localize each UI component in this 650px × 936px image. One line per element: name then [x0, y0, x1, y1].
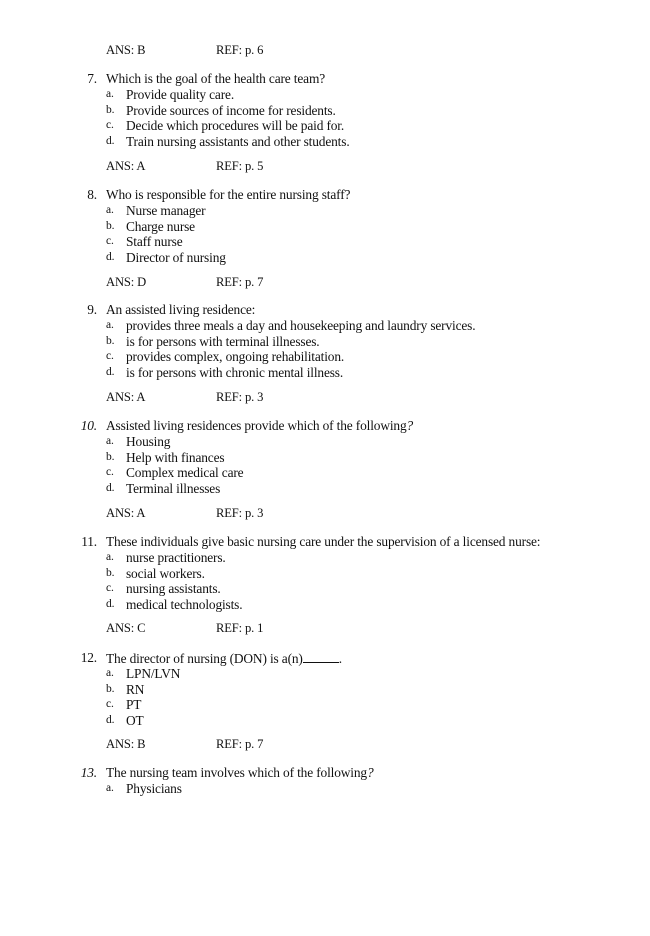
- option-letter: b.: [106, 450, 115, 463]
- page-reference: REF: p. 3: [216, 506, 264, 520]
- question-stem: [0, 187, 650, 203]
- option-text: Charge nurse: [126, 218, 195, 234]
- answer-key: ANS: C: [106, 621, 146, 635]
- page-reference: REF: p. 5: [216, 159, 264, 173]
- option-d: [0, 597, 650, 613]
- question-12: [0, 650, 650, 728]
- option-d: [0, 134, 650, 150]
- question-stem: [0, 534, 650, 550]
- option-letter: d.: [106, 134, 115, 147]
- option-text: is for persons with chronic mental illness.: [126, 364, 344, 380]
- answer-key: ANS: A: [106, 506, 146, 520]
- option-d: [0, 365, 650, 381]
- question-text: An assisted living residence:: [106, 302, 256, 317]
- answer-key: ANS: B: [106, 43, 146, 57]
- option-b: [0, 219, 650, 235]
- option-a: [0, 318, 650, 334]
- question-text: The nursing team involves which of the following?: [106, 765, 374, 780]
- option-text: social workers.: [126, 565, 205, 581]
- option-letter: c.: [106, 350, 114, 363]
- question-13: [0, 765, 650, 797]
- option-letter: a.: [106, 435, 114, 447]
- option-text: Housing: [126, 434, 171, 449]
- option-letter: a.: [106, 667, 114, 679]
- option-text: nursing assistants.: [126, 581, 221, 597]
- page-reference: REF: p. 3: [216, 390, 264, 404]
- option-text: Nurse manager: [126, 203, 206, 218]
- page-reference: REF: p. 6: [216, 43, 264, 57]
- option-c: [0, 697, 650, 713]
- answer-key: ANS: B: [106, 737, 146, 751]
- option-letter: b.: [106, 103, 115, 116]
- option-letter: b.: [106, 219, 115, 232]
- question-9: [0, 302, 650, 380]
- option-text: Staff nurse: [126, 234, 183, 250]
- question-11: [0, 534, 650, 612]
- page-reference: REF: p. 7: [216, 275, 264, 289]
- option-letter: a.: [106, 319, 114, 331]
- option-b: [0, 682, 650, 698]
- option-letter: a.: [106, 782, 114, 794]
- option-text: Director of nursing: [126, 249, 226, 265]
- option-text: RN: [126, 681, 145, 697]
- option-letter: d.: [106, 713, 115, 726]
- option-c: [0, 118, 650, 134]
- answer-key: ANS: D: [106, 275, 147, 289]
- answer-key: ANS: A: [106, 390, 146, 404]
- option-text: medical technologists.: [126, 596, 243, 612]
- option-c: [0, 234, 650, 250]
- option-text: Provide quality care.: [126, 87, 235, 102]
- question-number: 9.: [87, 302, 97, 317]
- option-letter: c.: [106, 235, 114, 248]
- question-stem: [0, 765, 650, 781]
- question-number: 7.: [87, 71, 97, 86]
- question-7: [0, 71, 650, 149]
- option-text: Decide which procedures will be paid for.: [126, 118, 345, 134]
- option-b: [0, 566, 650, 582]
- page-reference: REF: p. 7: [216, 737, 264, 751]
- fill-in-blank: [303, 650, 339, 663]
- question-text: Who is responsible for the entire nursing staff?: [106, 187, 351, 202]
- question-text: These individuals give basic nursing care under the supervision of a licensed nurse:: [106, 534, 541, 549]
- option-text: LPN/LVN: [126, 666, 181, 681]
- question-stem: [0, 302, 650, 318]
- option-letter: c.: [106, 466, 114, 479]
- option-text: Train nursing assistants and other students.: [126, 133, 350, 149]
- option-d: [0, 713, 650, 729]
- option-a: [0, 550, 650, 566]
- question-text: The director of nursing (DON) is a(n) .: [106, 651, 342, 666]
- option-letter: d.: [106, 481, 115, 494]
- option-letter: b.: [106, 682, 115, 695]
- option-d: [0, 481, 650, 497]
- question-stem: [0, 418, 650, 434]
- answer-key: ANS: A: [106, 159, 146, 173]
- option-letter: a.: [106, 204, 114, 216]
- question-10: [0, 418, 650, 496]
- question-text: Assisted living residences provide which of the following?: [106, 418, 414, 433]
- option-a: [0, 666, 650, 682]
- option-d: [0, 250, 650, 266]
- option-letter: d.: [106, 597, 115, 610]
- option-text: nurse practitioners.: [126, 550, 226, 565]
- option-text: provides three meals a day and housekeeping and laundry services.: [126, 318, 476, 333]
- option-text: Complex medical care: [126, 465, 244, 481]
- question-number: 12.: [80, 650, 97, 665]
- option-c: [0, 581, 650, 597]
- option-text: provides complex, ongoing rehabilitation.: [126, 349, 345, 365]
- option-text: PT: [126, 697, 142, 713]
- page-reference: REF: p. 1: [216, 621, 264, 635]
- question-stem: [0, 71, 650, 87]
- option-letter: c.: [106, 698, 114, 711]
- question-text: Which is the goal of the health care team?: [106, 71, 326, 86]
- option-letter: b.: [106, 334, 115, 347]
- question-number: 10.: [80, 418, 97, 433]
- option-text: OT: [126, 712, 144, 728]
- option-a: [0, 203, 650, 219]
- option-text: Physicians: [126, 781, 182, 796]
- option-text: Provide sources of income for residents.: [126, 102, 336, 118]
- option-a: [0, 87, 650, 103]
- option-a: [0, 781, 650, 797]
- option-c: [0, 349, 650, 365]
- option-text: Help with finances: [126, 449, 225, 465]
- question-8: [0, 187, 650, 265]
- option-letter: a.: [106, 551, 114, 563]
- question-number: 8.: [87, 187, 97, 202]
- option-letter: c.: [106, 119, 114, 132]
- option-b: [0, 103, 650, 119]
- option-b: [0, 334, 650, 350]
- question-number: 11.: [81, 534, 97, 549]
- option-letter: a.: [106, 88, 114, 100]
- option-letter: d.: [106, 250, 115, 263]
- option-c: [0, 465, 650, 481]
- option-letter: d.: [106, 365, 115, 378]
- option-text: Terminal illnesses: [126, 480, 221, 496]
- option-a: [0, 434, 650, 450]
- option-text: is for persons with terminal illnesses.: [126, 333, 320, 349]
- option-b: [0, 450, 650, 466]
- option-letter: c.: [106, 582, 114, 595]
- question-number: 13.: [80, 765, 97, 780]
- option-letter: b.: [106, 566, 115, 579]
- question-stem: [0, 650, 650, 666]
